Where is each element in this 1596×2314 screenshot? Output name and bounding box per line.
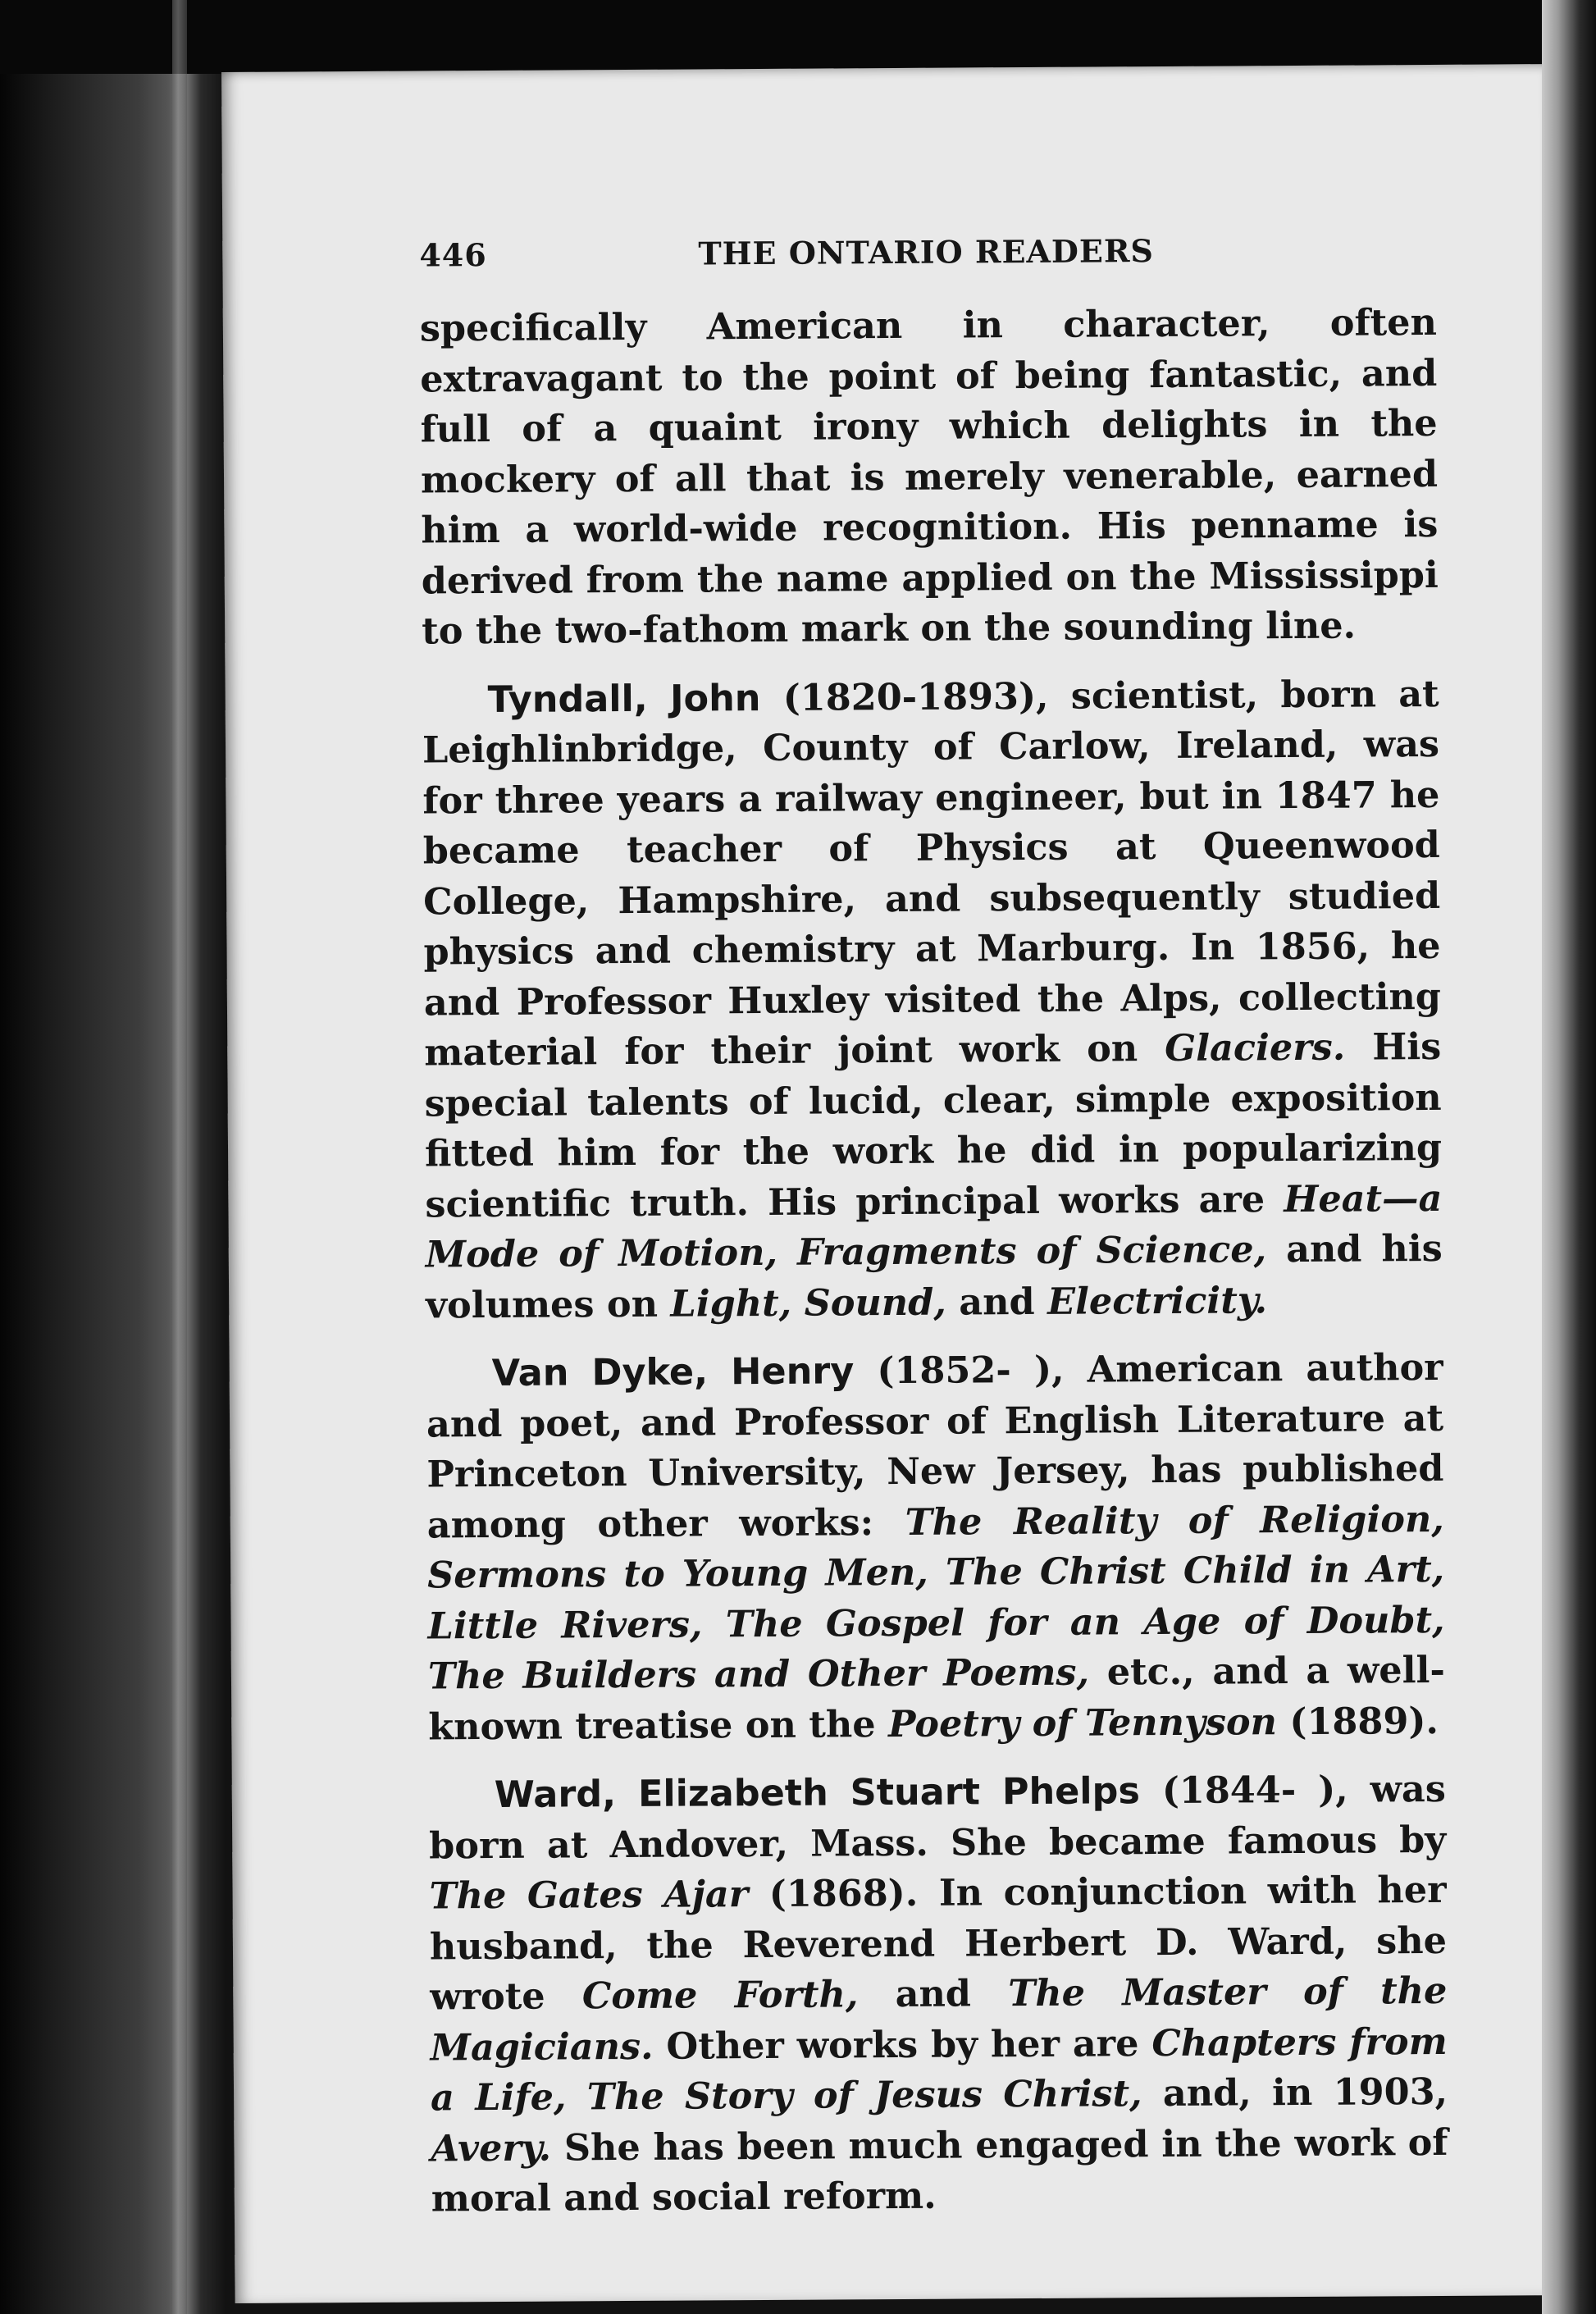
work-title: The Reality of Religion, Sermons to Young Men, The Christ Child in Art, Little Rivers, The Gospel for an Age of Doubt, The Builders and Other Poems, bbox=[427, 1497, 1445, 1698]
work-title: Chapters from a Life, The Story of Jesus Christ, bbox=[430, 2020, 1448, 2120]
work-title: Heat—a Mode of Motion, Fragments of Science, bbox=[425, 1176, 1443, 1276]
entry-ward bbox=[429, 1764, 1448, 2225]
page-content bbox=[419, 229, 1448, 2243]
entry-text: and bbox=[858, 1972, 1009, 2016]
entry-text: (1852- ), American author and poet, and Professor of English Literature at Princeton University, New Jersey, has published among other works: bbox=[426, 1345, 1444, 1547]
scan-top-margin bbox=[0, 0, 1596, 74]
entry-van-dyke bbox=[426, 1343, 1446, 1753]
entry-name: Tyndall, John bbox=[487, 677, 761, 721]
entry-text: His special talents of lucid, clear, simple exposition fitted him for the work he did in popularizing scientific truth. His principal works are bbox=[424, 1025, 1443, 1226]
work-title: Electricity. bbox=[1047, 1278, 1268, 1323]
entry-text: She has been much engaged in the work of moral and social reform. bbox=[431, 2120, 1448, 2220]
entry-text: etc., and a well-known treatise on the bbox=[428, 1648, 1446, 1748]
work-title: Light, Sound, bbox=[670, 1280, 946, 1326]
paragraph-text: specifically American in character, often extravagant to the point of being fantastic, and full of a quaint irony which delights in the mockery of all that is merely venerable, earned him a world-wide recognition. His penname is derived from the name applied on the Mississippi to the two-fathom mark on the sounding line. bbox=[419, 300, 1439, 653]
entry-text: (1844- ), was born at Andover, Mass. She became famous by bbox=[429, 1767, 1447, 1867]
entry-text: and his volumes on bbox=[426, 1226, 1443, 1327]
entry-text: (1868). In conjunction with her husband, the Reverend Herbert D. Ward, she wrote bbox=[429, 1868, 1448, 2019]
entry-text: (1889). bbox=[1276, 1699, 1439, 1743]
running-head-title: THE ONTARIO READERS bbox=[698, 232, 1155, 272]
scan-right-edge bbox=[1542, 0, 1596, 2314]
entry-text: and, in 1903, bbox=[1142, 2070, 1448, 2115]
work-title: Come Forth, bbox=[581, 1973, 859, 2018]
work-title: Glaciers. bbox=[1165, 1025, 1346, 1070]
entry-text: Other works by her are bbox=[653, 2021, 1152, 2068]
entry-name: Ward, Elizabeth Stuart Phelps bbox=[494, 1770, 1141, 1817]
work-title: The Gates Ajar bbox=[429, 1873, 749, 1918]
paragraph-twain-continuation bbox=[420, 298, 1439, 657]
page-number: 446 bbox=[419, 236, 487, 274]
entry-name: Van Dyke, Henry bbox=[491, 1350, 855, 1395]
work-title: The Master of the Magicians. bbox=[430, 1969, 1448, 2069]
entry-text: (1820-1893), scientist, born at Leighlinbridge, County of Carlow, Ireland, was for three years a railway engineer, but in 1847 he became teacher of Physics at Queenwood College, Hampshire, and subsequently studied physics and chemistry at Marburg. In 1856, he and Professor Huxley visited the Alps, collecting material for their joint work on bbox=[422, 672, 1442, 1075]
work-title: Poetry of Tennyson bbox=[887, 1700, 1278, 1746]
book-spine-edge bbox=[172, 0, 187, 2314]
entry-text: and bbox=[946, 1280, 1048, 1324]
running-head bbox=[419, 229, 1436, 276]
entry-tyndall bbox=[422, 669, 1443, 1330]
book-page bbox=[221, 64, 1556, 2303]
work-title: Avery. bbox=[431, 2126, 552, 2170]
